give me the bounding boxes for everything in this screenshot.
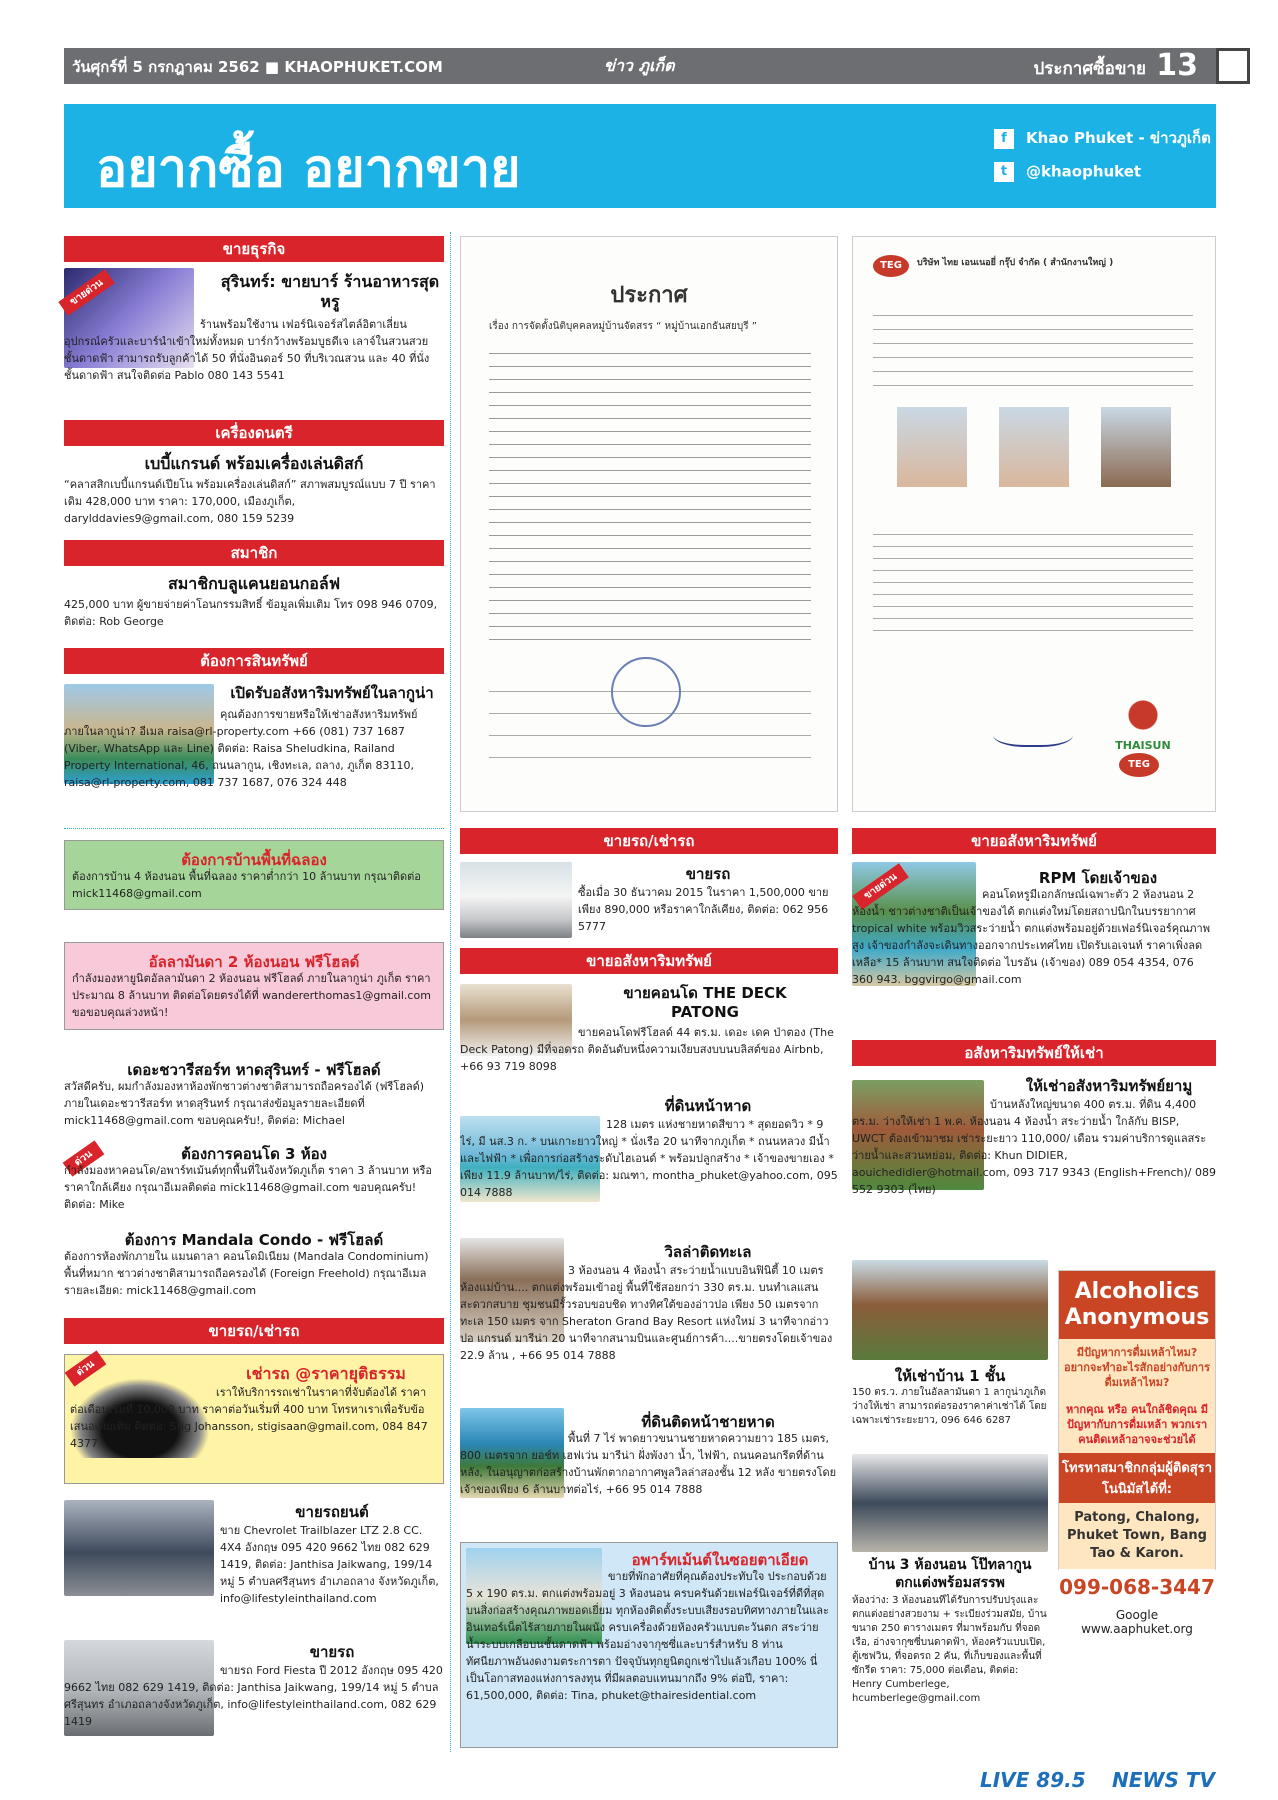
ad-phone[interactable]: 099-068-3447: [1059, 1569, 1215, 1605]
top-bar: [64, 48, 1216, 84]
ad-heading: Alcoholics Anonymous: [1059, 1271, 1215, 1339]
facebook-link[interactable]: f Khao Phuket - ข่าวภูเก็ต: [994, 126, 1211, 150]
ad-text: 3 ห้องนอน 4 ห้องน้ำ สระว่ายน้ำแบบอินฟินิตี้ 10 เมตร ห้องแม่บ้าน.... ตกแต่งพร้อมเข้าอยู่ พื้นที่ใช้สอยกว่า 330 ตร.ม. บนทำเลแสนสะดวกสบาย ชุมชนมีรั้วรอบขอบชิด ทางทิศใต้ของอ่าวปอ เพียง 50 เมตรจากทะเล 150 เมตร จาก Sheraton Grand Bay Resort แห่งใหม่ 3 นาทีจากอ่าวปอ แกรนด์ มารีน่า 20 นาทีจากสนามบินและศูนย์การค้า....ขายตรงโดยเจ้าของ 22.9 ล้าน , +66 95 014 7888: [460, 1264, 833, 1362]
ad-title: เดอะชวารีสอร์ท หาดสุรินทร์ - ฟรีโฮลด์: [127, 1061, 381, 1079]
section-header: ขายอสังหาริมทรัพย์: [852, 828, 1216, 854]
urgent-tag: ขายด่วน: [852, 863, 909, 910]
stamp-seal: [611, 657, 681, 727]
ad-text: สวัสดีครับ, ผมกำลังมองหาห้องพักชาวต่างชาติสามารถถือครองได้ (ฟรีโฮลด์) ภายในเดอะชวารีสอร์ท หาดสุรินทร์ กรุณาส่งข้อมูลรายละเอียดที่ mick11468@gmail.com ขอบคุณครับ!, ติดต่อ: Michael: [64, 1080, 425, 1127]
row-divider: [64, 828, 444, 829]
notice-title: ประกาศ: [610, 283, 688, 308]
masthead: ข่าว ภูเก็ต: [604, 56, 675, 75]
section-header: ขายรถ/เช่ารถ: [460, 828, 838, 854]
document-body: [873, 307, 1193, 387]
ad-text: เราให้บริการรถเช่าในราคาที่จับต้องได้ ราคาต่อเดือนเริ่มที่ 10,000 บาท ราคาต่อวันเริ่มที่ 400 บาท โทรหาเราเพื่อรับข้อเสนอเพิ่มเติม ติดต่อ: Stig Johansson, stigisaan@gmail.com, 084 847 4377: [70, 1386, 428, 1450]
notice-body: [489, 345, 811, 645]
issue-date: วันศุกร์ที่ 5 กรกฎาคม 2562 ■ KHAOPHUKET.COM: [72, 58, 443, 76]
ad-title: วิลล่าติดทะเล: [664, 1243, 752, 1261]
ad-title: ขายรถ: [309, 1643, 355, 1661]
section-header: สมาชิก: [64, 540, 444, 566]
ad-title: ขายรถยนต์: [295, 1503, 369, 1521]
ad-text: 425,000 บาท ผู้ขายจ่ายค่าโอนกรรมสิทธิ์ ข้อมูลเพิ่มเติม โทร 098 946 0709, ติดต่อ: Rob George: [64, 598, 438, 628]
teg-logo-small: TEG: [1119, 753, 1159, 777]
ad-help: หากคุณ หรือ คนใกล้ชิดคุณ มีปัญหากับการดื่มเหล้า พวกเราคนติดเหล้าอาจจะช่วยได้: [1066, 1403, 1208, 1446]
ad-text: ซื้อเมื่อ 30 ธันวาคม 2015 ในราคา 1,500,000 ขายเพียง 890,000 หรือราคาใกล้เคียง, ติดต่อ: 062 956 5777: [578, 886, 829, 933]
section-header: ขายธุรกิจ: [64, 236, 444, 262]
ad-title: ที่ดินติดหน้าชายหาด: [641, 1413, 775, 1431]
ad-call-bar: โทรหาสมาชิกกลุ่มผู้ติดสุราโนนิมัสได้ที่:: [1059, 1453, 1215, 1503]
ad-title: ให้เช่าอสังหาริมทรัพย์ยามู: [1025, 1077, 1193, 1095]
page-title: อยากซื้อ อยากขาย: [96, 139, 521, 199]
section-header: ต้องการสินทรัพย์: [64, 648, 444, 674]
company-document: [852, 236, 1216, 812]
ad-title: ต้องการ Mandala Condo - ฟรีโฮลด์: [124, 1231, 384, 1249]
suv-photo: [64, 1500, 214, 1596]
thaisun-logo: THAISUN: [1103, 697, 1183, 752]
signature: [993, 717, 1073, 747]
section-banner: [64, 104, 1216, 208]
ad-title: ต้องการคอนโด 3 ห้อง: [181, 1145, 327, 1163]
ad-text: คุณต้องการขายหรือให้เช่าอสังหาริมทรัพย์ภายในลากูน่า? อีเมล raisa@rl-property.com +66 (081) 737 1687 (Viber, WhatsApp และ Line) ติดต่อ: Raisa Sheludkina, Railand Property International, 46, ถนนลากูน, เชิงทะเล, ถลาง, ภูเก็ต 83110, raisa@rl-property.com, 081 737 1687, 076 324 448: [64, 708, 418, 789]
ad-text: ขายคอนโดฟรีโฮลด์ 44 ตร.ม. เดอะ เดค ป่าตอง (The Deck Patong) มีที่จอดรถ ติดอันดับหนึ่งความเงียบสงบบนบลิสต์ของ Airbnb, +66 93 719 8098: [460, 1026, 834, 1073]
ad-text: “คลาสสิกเบบี้แกรนด์เปียโน พร้อมเครื่องเล่นดิสก์” สภาพสมบูรณ์แบบ 7 ปี ราคาเดิม 428,000 บาท ราคา: 170,000, เมืองภูเก็ต, darylddavies9@gmail.com, 080 159 5239: [64, 478, 436, 525]
twitter-icon: t: [994, 162, 1014, 182]
ad-text: บ้านหลังใหญ่ขนาด 400 ตร.ม. ที่ดิน 4,400 ตร.ม. ว่างให้เช่า 1 พ.ค. ห้องนอน 4 ห้องน้ำ สระว่ายน้ำ ใกล้กับ BISP, UWCT ต้องเข้ามาชม เช่าระยะยาว 110,000/ เดือน รวมค่าบริการดูแลสระว่ายน้ำและสวนหย่อม, ติดต่อ: Khun DIDIER, aouichedidier@hotmail.com, 093 717 9343 (English+French)/ 089 552 9303 (ไทย): [852, 1098, 1216, 1196]
facebook-icon: f: [994, 129, 1014, 149]
ad-title: ให้เช่าบ้าน 1 ชั้น: [894, 1367, 1006, 1385]
suv-photo: [460, 862, 572, 938]
alcoholics-anonymous-ad: [1058, 1270, 1216, 1636]
house-photo: [852, 1454, 1048, 1552]
section-header: ขายรถ/เช่ารถ: [64, 1318, 444, 1344]
teg-logo: TEG: [873, 255, 909, 277]
notice-document: [460, 236, 838, 812]
ad-locations: Patong, Chalong, Phuket Town, Bang Tao & Karon.: [1067, 1510, 1207, 1561]
ad-text: กำลังมองหาคอนโด/อพาร์ทเม้นต์ทุกพื้นที่ในจังหวัดภูเก็ต ราคา 3 ล้านบาท หรือราคาใกล้เคียง กรุณาอีเมลติดต่อ mick11468@gmail.com ขอบคุณครับ! ติดต่อ: Mike: [64, 1164, 432, 1211]
ad-title: บ้าน 3 ห้องนอน โป๊ทลากูน ตกแต่งพร้อมสรรพ: [868, 1557, 1032, 1591]
section-header: เครื่องดนตรี: [64, 420, 444, 446]
ad-text: พื้นที่ 7 ไร่ พาดยาวขนานชายหาดความยาว 185 เมตร, 800 เมตรจาก ยอช์ท เฮฟเว่น มารีน่า ฝั่งพังงา น้ำ, ไฟฟ้า, ถนนคอนกรีตที่ด้านหลัง, ในอนุญาตก่อสร้างบ้านพักตากอากาศพูลวิลล่าสองชั้น 12 หลัง ขายตรงโดยเจ้าของเพียง 6 ล้านบาทต่อไร่, +66 95 014 7888: [460, 1432, 837, 1496]
twitter-link[interactable]: t @khaophuket: [994, 162, 1141, 182]
ad-title: สุรินทร์: ขายบาร์ ร้านอาหารสุดหรู: [220, 272, 440, 311]
ad-website[interactable]: Google www.aaphuket.org: [1059, 1605, 1215, 1642]
ad-title: RPM โดยเจ้าของ: [1038, 869, 1158, 887]
ad-title: เบบี้แกรนด์ พร้อมเครื่องเล่นดิสก์: [144, 454, 364, 473]
ad-text: ขายที่พักอาศัยที่คุณต้องประทับใจ ประกอบด้วย 5 x 190 ตร.ม. ตกแต่งพร้อมอยู่ 3 ห้องนอน ครบครันด้วยเฟอร์นิเจอร์ที่ดีที่สุดบนสิ่งก่อสร้างคุณภาพยอดเยี่ยม ทุกห้องติดตั้งระบบเสียงรอบทิศทางภายในและอินเทอร์เน็ตไร้สายภายในผนัง ครบเครื่องด้วยห้องครัวแบบตะวันตก สระว่ายน้ำระบบเกลือบนชั้นดาดฟ้า พร้อมอ่างจากุซซี่และบาร์สำหรับ 8 ท่าน ทัศนียภาพอันงดงามตระการตา ปัจจุบันทุกยูนิตถูกเช่าไปแล้วเกือบ 100% นี่เป็นโอกาสทองแห่งการลงทุน ที่มีผลตอบแทนมากถึง 9% ต่อปี, ราคา: 61,500,000, ติดต่อ: Tina, phuket@thairesidential.com: [466, 1570, 829, 1702]
person-photo: [1101, 407, 1171, 487]
news-tv-logo: NEWS TV: [1112, 1768, 1215, 1792]
ad-text: 128 เมตร แห่งชายหาดสีขาว * สุดยอดวิว * 9 ไร่, มี นส.3 ก. * บนเกาะยาวใหญ่ * นั่งเรือ 20 นาทีจากภูเก็ต * ถนนหลวง มีน้ำและไฟฟ้า * เพื่อการก่อสร้างระดับไฮเอนด์ * พร้อมปลูกสร้าง * เจ้าของขายเอง * เพียง 11.9 ล้านบาท/ไร่, ติดต่อ: มณฑา, montha_phuket@yahoo.com, 095 014 7888: [460, 1118, 838, 1199]
column-divider: [450, 232, 451, 1752]
ad-text: คอนโดหรูมีเอกลักษณ์เฉพาะตัว 2 ห้องนอน 2 ห้องน้ำ ชาวต่างชาติเป็นเจ้าของได้ ตกแต่งใหม่โดยสถาปนิกในบรรยากาศ tropical white พร้อมวิวสระว่ายน้ำ ตกแต่งพร้อมอยู่ด้วยเฟอร์นิเจอร์คุณภาพสูง เจ้าของกำลังจะเดินทางออกจากประเทศไทย เปิดรับเอเจนท์ ราคาเพิ่งลดเหลือ* 15 ล้านบาท สนใจติดต่อ ไบรอัน (เจ้าของ) 089 054 4354, 076 360 943. bggvirgo@gmail.com: [852, 888, 1210, 986]
ad-title: อัลลามันดา 2 ห้องนอน ฟรีโฮลด์: [148, 953, 360, 971]
ad-title: สมาชิกบลูแคนยอนกอล์ฟ: [167, 574, 341, 593]
ad-title: เช่ารถ @ราคายุติธรรม: [246, 1364, 406, 1383]
ad-title: ที่ดินหน้าหาด: [664, 1097, 752, 1115]
section-header: ขายอสังหาริมทรัพย์: [460, 948, 838, 974]
ad-text: ห้องว่าง: 3 ห้องนอนที่ได้รับการปรับปรุงและตกแต่งอย่างสวยงาม + ระเบียงร่วมสมัย, บ้านขนาด 250 ตารางเมตร ที่มาพร้อมกับ ที่จอดเรือ, อ่างจากุซซี่บนดาดฟ้า, ห้องครัวแบบเปิด, ตู้เซฟวิน, ที่จอดรถ 2 คัน, ที่เก็บของและพื้นที่ซักรีด ราคา: 75,000 ต่อเดือน, ติดต่อ: Henry Cumberlege, hcumberlege@gmail.com: [852, 1595, 1047, 1704]
urgent-tag: ขายด่วน: [58, 269, 115, 316]
bungalow-photo: [852, 1260, 1048, 1360]
company-name: บริษัท ไทย เอนเนอยี่ กรุ๊ป จำกัด ( สำนักงานใหญ่ ): [917, 258, 1114, 268]
ad-text: ต้องการห้องพักภายใน แมนดาลา คอนโดมิเนียม (Mandala Condominium) พื้นที่หมาก ชาวต่างชาติสามารถถือครองได้ (Foreign Freehold) กรุณาอีเมล รายละเอียด: mick11468@gmail.com: [64, 1250, 429, 1297]
urgent-tag: ด่วน: [65, 1350, 107, 1386]
ad-title: เปิดรับอสังหาริมทรัพย์ในลากูน่า: [230, 684, 434, 702]
person-photo: [897, 407, 967, 487]
page-number: 13: [1156, 48, 1198, 83]
person-photo: [999, 407, 1069, 487]
ad-text: กำลังมองหายูนิตอัลลามันดา 2 ห้องนอน ฟรีโฮลด์ ภายในลากูน่า ภูเก็ต ราคาประมาณ 8 ล้านบาท ติดต่อโดยตรงได้ที่ wandererthomas1@gmail.com ขอขอบคุณล่วงหน้า!: [72, 972, 431, 1019]
section-name: ประกาศซื้อขาย: [1033, 59, 1146, 79]
ad-text: ขาย Chevrolet Trailblazer LTZ 2.8 CC. 4X4 อังกฤษ 095 420 9662 ไทย 082 629 1419, ติดต่อ: Janthisa Jaikwang, 199/14 หมู่ 5 ตำบลศรีสุนทร อำเภอถลาง จังหวัดภูเก็ต, info@lifestyleinthailand.com: [220, 1524, 439, 1605]
urgent-tag: ด่วน: [63, 1140, 105, 1176]
ad-text: ขายรถ Ford Fiesta ปี 2012 อังกฤษ 095 420 9662 ไทย 082 629 1419, ติดต่อ: Janthisa Jaikwang, 199/14 หมู่ 5 ตำบลศรีสุนทร อำเภอถลางจังหวัดภูเก็ต, info@lifestyleinthailand.com, 082 629 1419: [64, 1664, 443, 1728]
ad-title: ขายคอนโด THE DECK PATONG: [623, 984, 787, 1021]
section-header: อสังหาริมทรัพย์ให้เช่า: [852, 1040, 1216, 1066]
ad-title: ต้องการบ้านพื้นที่ฉลอง: [181, 851, 327, 869]
logo-icon: [1216, 48, 1250, 84]
ad-text: 150 ตร.ว. ภายในอัลลามันดา 1 ลากูน่าภูเก็ต ว่างให้เช่า สามารถต่อรองราคาค่าเช่าได้ โดยเฉพาะเช่าระยะยาว, 096 646 6287: [852, 1387, 1047, 1426]
ad-question: มีปัญหาการดื่มเหล้าไหม? อยากจะทำอะไรสักอย่างกับการดื่มเหล้าไหม?: [1064, 1346, 1210, 1389]
ad-title: อพาร์ทเม้นต์ในซอยตาเอียด: [631, 1551, 809, 1569]
ad-title: ขายรถ: [685, 865, 731, 883]
ad-text: ร้านพร้อมใช้งาน เฟอร์นิเจอร์สไตล์อิตาเลี่ยน อุปกรณ์ครัวและบาร์นำเข้าใหม่ทั้งหมด บาร์กว้างพร้อมบูธดีเจ เลาจ์ในสวนสวย ชั้นดาดฟ้า สามารถรับลูกค้าได้ 50 ที่นั่งอินดอร์ 50 ที่บริเวณสวน และ 40 ที่นั่งชั้นดาดฟ้า สนใจติดต่อ Pablo 080 143 5541: [64, 318, 430, 382]
document-text: [873, 527, 1193, 637]
ad-text: ต้องการบ้าน 4 ห้องนอน พื้นที่ฉลอง ราคาต่ำกว่า 10 ล้านบาท กรุณาติดต่อ mick11468@gmail.com: [72, 870, 421, 900]
live-logo: LIVE 89.5: [980, 1768, 1086, 1792]
notice-subject: เรื่อง การจัดตั้งนิติบุคคลหมู่บ้านจัดสรร “ หมู่บ้านเอกธันสยบุรี ”: [489, 321, 757, 332]
